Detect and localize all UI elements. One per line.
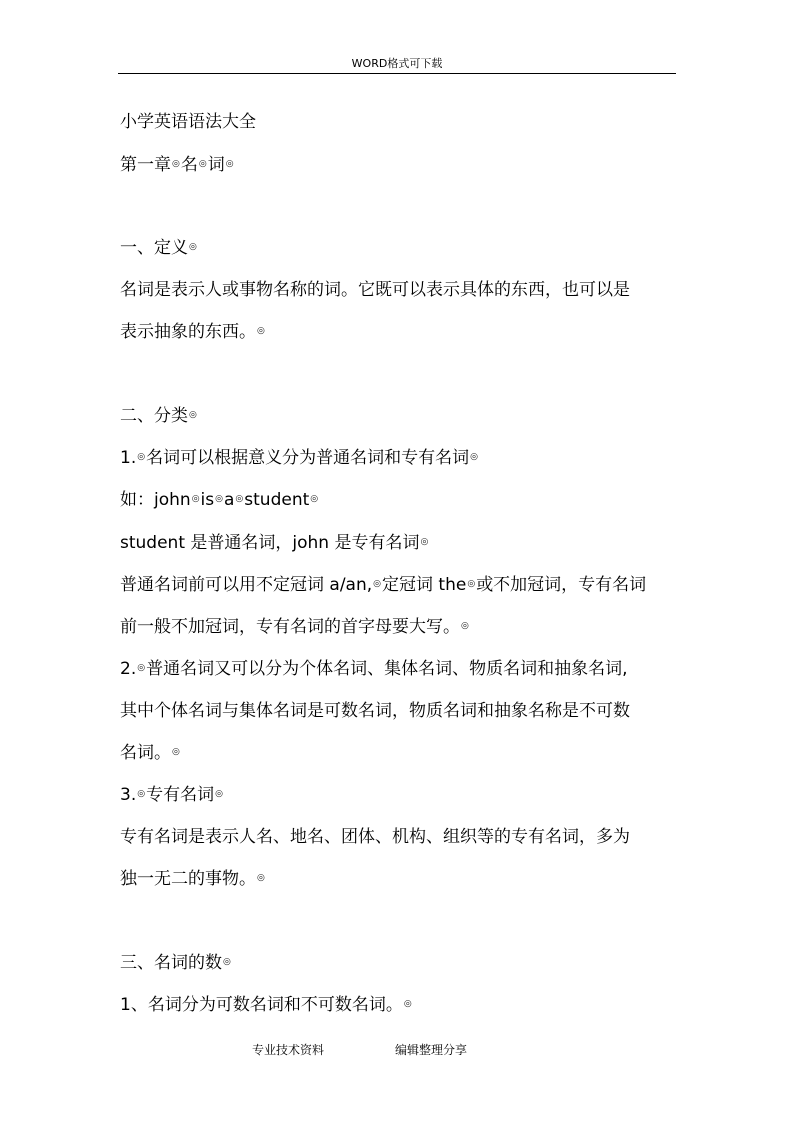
paragraph-mark-icon: ◎ [470,452,478,462]
example-note [120,522,680,564]
proper-noun-line-1: 专有名词是表示人名、地名、团体、机构、组织等的专有名词，多为 [120,826,630,847]
classification-item-2-line-2: 其中个体名词与集体名词是可数名词，物质名词和抽象名称是不可数 [120,700,630,721]
footer-left-text: 专业技术资料 [252,1043,325,1057]
paragraph-mark-icon: ◎ [467,578,476,589]
example-word: 如：john [120,490,191,510]
empty-line [120,900,680,942]
paragraph-mark-icon: ◎ [225,158,234,169]
section-heading-text: 一、定义 [120,238,188,258]
classification-item-3-heading [120,774,680,816]
example-word: is [200,490,215,510]
example-line [120,479,680,521]
paragraph-mark-icon: ◎ [310,494,319,505]
paragraph-mark-icon: ◎ [172,158,180,169]
chapter-part-2: 名 [180,154,198,175]
paragraph-mark-icon: ◎ [403,999,412,1009]
definition-line-1: 名词是表示人或事物名称的词。它既可以表示具体的东西，也可以是 [120,279,630,300]
footer-right-text: 编辑整理分享 [395,1043,468,1057]
paragraph-mark-icon: ◎ [235,494,244,505]
item-text: 普通名词又可以分为个体名词、集体名词、物质名词和抽象名词, [146,659,628,679]
proper-noun-line-2 [120,858,680,900]
header-rule [118,73,676,74]
paragraph-mark-icon: ◎ [191,494,200,505]
paragraph-mark-icon: ◎ [172,747,180,757]
paragraph-mark-icon: ◎ [215,789,223,800]
section-heading-number [120,942,680,984]
number-item-1 [120,984,680,1026]
section-heading-text: 三、名词的数 [120,952,222,973]
section-heading-classification [120,395,680,437]
classification-item-2-line-3 [120,732,680,774]
definition-text: 表示抽象的东西。 [120,321,256,342]
paragraph-mark-icon: ◎ [373,578,382,589]
section-heading-definition [120,227,680,269]
chapter-part-1: 第一章 [120,154,171,175]
paragraph-mark-icon: ◎ [215,494,223,505]
rule-text: 定冠词 the [382,574,467,595]
example-word: student [244,490,310,510]
paragraph-mark-icon: ◎ [137,452,146,462]
definition-line-2 [120,311,680,353]
classification-item-2-line-1 [120,648,680,690]
rule-text: 普通名词前可以用不定冠词 a/an, [120,574,373,595]
paragraph-mark-icon: ◎ [189,409,197,420]
item-number: 2. [120,659,137,679]
chapter-heading [120,144,680,186]
paragraph-mark-icon: ◎ [137,663,146,674]
item-number: 1. [120,447,137,468]
item-text: 1、名词分为可数名词和不可数名词。 [120,994,403,1015]
paragraph-mark-icon: ◎ [420,536,429,547]
article-rule-line-2 [120,606,680,648]
empty-line [120,353,680,395]
paragraph-mark-icon: ◎ [257,326,265,336]
item-text: 名词。 [120,742,171,763]
article-rule-line-1 [120,564,680,606]
classification-item-1 [120,437,680,479]
example-note-text: student 是普通名词，john 是专有名词 [120,532,420,553]
page-footer [0,1041,794,1059]
page-header: WORD格式可下载 [351,57,443,70]
rule-text: 或不加冠词，专有名词 [476,574,647,595]
paragraph-mark-icon: ◎ [223,956,231,967]
paragraph-mark-icon: ◎ [137,789,146,800]
paragraph-mark-icon: ◎ [189,242,197,253]
empty-line [120,186,680,228]
rule-text: 前一般不加冠词，专有名词的首字母要大写。 [120,616,460,637]
item-text: 专有名词 [146,785,215,805]
chapter-part-3: 词 [207,154,225,175]
section-heading-text: 二、分类 [120,405,188,426]
item-text: 独一无二的事物。 [120,868,256,889]
paragraph-mark-icon: ◎ [198,158,207,169]
paragraph-mark-icon: ◎ [257,873,265,883]
item-number: 3. [120,785,137,805]
paragraph-mark-icon: ◎ [461,621,469,631]
item-text: 名词可以根据意义分为普通名词和专有名词 [146,447,470,468]
document-body [120,102,680,1026]
example-word: a [224,490,235,510]
document-title: 小学英语语法大全 [120,112,256,132]
